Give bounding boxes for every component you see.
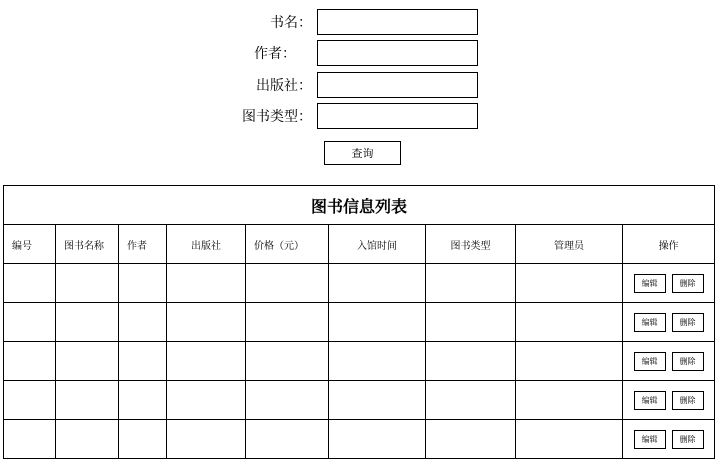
edit-button[interactable]: 编辑	[634, 313, 666, 332]
table-cell	[426, 264, 516, 303]
table-row	[4, 264, 715, 303]
table-cell	[516, 264, 623, 303]
table-cell	[167, 420, 246, 459]
table-cell	[4, 342, 56, 381]
actions-cell	[623, 303, 715, 342]
author-input[interactable]	[317, 40, 478, 66]
table-cell	[426, 303, 516, 342]
query-button[interactable]: 查询	[324, 141, 401, 165]
table-row	[4, 342, 715, 381]
actions-cell	[623, 342, 715, 381]
table-cell	[4, 264, 56, 303]
book-type-label: 图书类型：	[242, 109, 312, 125]
table-cell	[56, 264, 119, 303]
table-cell	[119, 342, 167, 381]
search-row-type	[0, 103, 716, 131]
table-cell	[246, 420, 329, 459]
delete-button[interactable]: 删除	[672, 352, 704, 371]
edit-button[interactable]: 编辑	[634, 391, 666, 410]
table-cell	[56, 381, 119, 420]
delete-button[interactable]: 删除	[672, 274, 704, 293]
table-cell	[426, 420, 516, 459]
table-cell	[246, 264, 329, 303]
table-cell	[426, 381, 516, 420]
column-header-price: 价格（元）	[246, 225, 329, 264]
book-table	[3, 185, 715, 459]
table-cell	[246, 303, 329, 342]
book-table-container	[3, 185, 714, 459]
table-row	[4, 303, 715, 342]
publisher-label: 出版社：	[256, 78, 312, 94]
column-header-actions: 操作	[623, 225, 715, 264]
table-cell	[119, 381, 167, 420]
actions-cell	[623, 264, 715, 303]
table-cell	[4, 381, 56, 420]
delete-button[interactable]: 删除	[672, 313, 704, 332]
table-cell	[516, 342, 623, 381]
table-caption: 图书信息列表	[4, 186, 715, 225]
table-cell	[56, 303, 119, 342]
table-cell	[516, 381, 623, 420]
table-cell	[56, 420, 119, 459]
table-cell	[4, 303, 56, 342]
table-body	[4, 264, 715, 459]
actions-cell	[623, 381, 715, 420]
edit-button[interactable]: 编辑	[634, 352, 666, 371]
column-header-admin: 管理员	[516, 225, 623, 264]
table-cell	[426, 342, 516, 381]
book-type-input[interactable]	[317, 103, 478, 129]
table-cell	[329, 264, 426, 303]
table-cell	[119, 303, 167, 342]
edit-button[interactable]: 编辑	[634, 274, 666, 293]
column-header-author: 作者	[119, 225, 167, 264]
table-cell	[516, 303, 623, 342]
delete-button[interactable]: 删除	[672, 430, 704, 449]
table-row	[4, 381, 715, 420]
table-caption-row	[4, 186, 715, 225]
table-cell	[119, 264, 167, 303]
search-row-author	[0, 40, 716, 68]
table-cell	[4, 420, 56, 459]
search-row-title	[0, 9, 716, 37]
table-cell	[56, 342, 119, 381]
table-cell	[246, 381, 329, 420]
table-cell	[167, 381, 246, 420]
table-cell	[246, 342, 329, 381]
table-header-row	[4, 225, 715, 264]
actions-cell	[623, 420, 715, 459]
title-label: 书名：	[270, 15, 312, 31]
table-cell	[329, 420, 426, 459]
table-cell	[516, 420, 623, 459]
table-cell	[329, 342, 426, 381]
table-cell	[167, 303, 246, 342]
column-header-id: 编号	[4, 225, 56, 264]
table-cell	[167, 264, 246, 303]
author-label: 作者：	[254, 46, 296, 62]
column-header-book-type: 图书类型	[426, 225, 516, 264]
column-header-publisher: 出版社	[167, 225, 246, 264]
table-cell	[329, 303, 426, 342]
title-input[interactable]	[317, 9, 478, 35]
search-row-publisher	[0, 72, 716, 100]
table-cell	[167, 342, 246, 381]
publisher-input[interactable]	[317, 72, 478, 98]
column-header-book-name: 图书名称	[56, 225, 119, 264]
table-row	[4, 420, 715, 459]
table-cell	[119, 420, 167, 459]
table-cell	[329, 381, 426, 420]
column-header-entry-time: 入馆时间	[329, 225, 426, 264]
edit-button[interactable]: 编辑	[634, 430, 666, 449]
delete-button[interactable]: 删除	[672, 391, 704, 410]
